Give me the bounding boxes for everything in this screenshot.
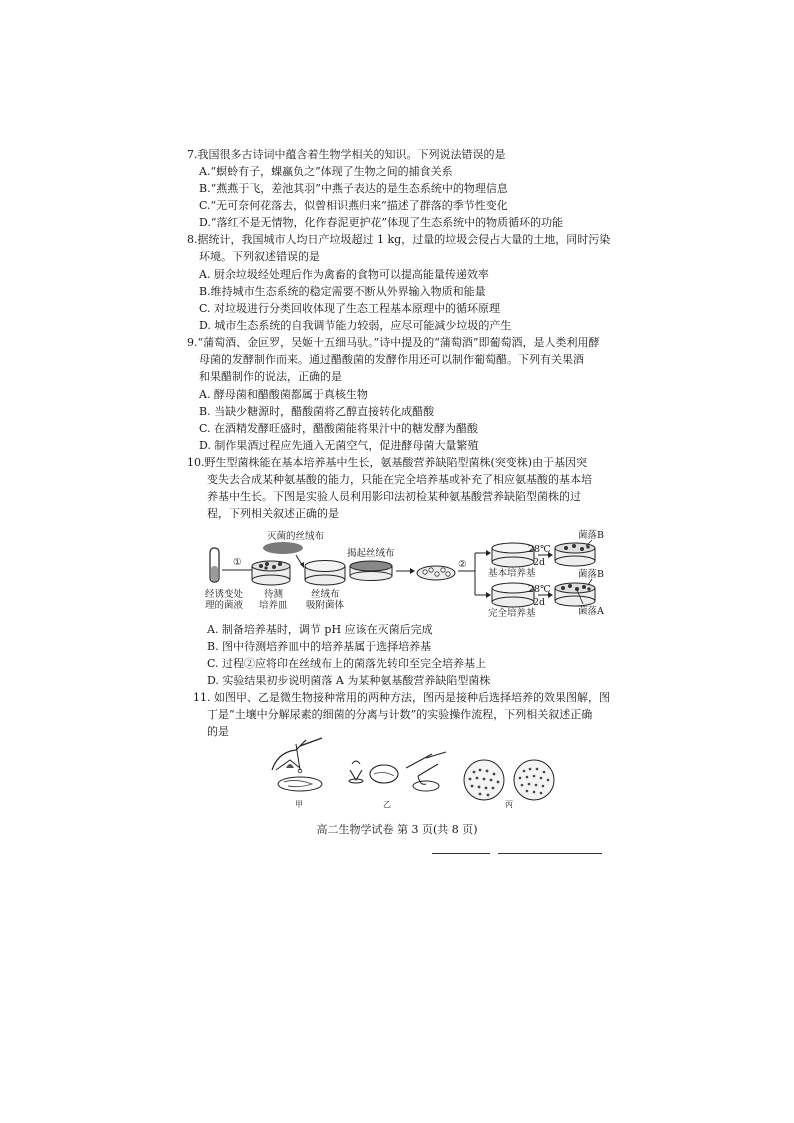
q10-option-c: C. 过程②应将印在丝绒布上的菌落先转印至完全培养基上 bbox=[207, 657, 487, 670]
q8-stem-line2: 环境。下列叙述错误的是 bbox=[199, 250, 320, 263]
label-fig-bing: 丙 bbox=[505, 800, 513, 809]
label-cloth-absorb-line1: 丝绒布 bbox=[311, 589, 340, 600]
footer-rule-short bbox=[432, 853, 490, 854]
q9-option-a: A. 酵母菌和醋酸菌都属于真核生物 bbox=[199, 388, 368, 401]
label-colony-b-mid: 菌落B bbox=[578, 569, 604, 580]
label-time2: 2d bbox=[533, 597, 546, 608]
q8-option-d: D. 城市生态系统的自我调节能力较弱，应尽可能减少垃圾的产生 bbox=[199, 319, 512, 332]
q9-option-c: C. 在酒精发酵旺盛时，醋酸菌能将果汁中的糖发酵为醋酸 bbox=[199, 422, 479, 435]
label-step2: ② bbox=[458, 559, 467, 570]
label-fig-jia: 甲 bbox=[295, 800, 303, 809]
q8-option-b: B.维持城市生态系统的稳定需要不断从外界输入物质和能量 bbox=[199, 285, 486, 298]
q10-option-b: B. 图中待测培养皿中的培养基属于选择培养基 bbox=[207, 640, 432, 653]
q9-stem-line2: 母菌的发酵制作而来。通过醋酸菌的发酵作用还可以制作葡萄醋。下列有关果酒 bbox=[199, 353, 584, 366]
footer-rule-long bbox=[498, 853, 602, 854]
label-sterile-cloth: 灭菌的丝绒布 bbox=[267, 531, 325, 542]
label-fig-yi: 乙 bbox=[383, 800, 391, 809]
label-treated-line1: 经诱变处 bbox=[205, 589, 244, 600]
q10-stem-line3: 养基中生长。下图是实验人员利用影印法初检某种氨基酸营养缺陷型菌株的过 bbox=[207, 490, 581, 503]
page-footer: 高二生物学试卷 第 3 页(共 8 页) bbox=[316, 823, 478, 836]
label-step1: ① bbox=[233, 557, 242, 568]
spread-plate-figure bbox=[349, 752, 446, 791]
label-basic-medium: 基本培养基 bbox=[488, 568, 536, 579]
q8-stem-line1: 8.据统计，我国城市人均日产垃圾超过 1 kg，过量的垃圾会侵占大量的土地，同时污染 bbox=[187, 233, 611, 246]
q10-option-a: A. 制备培养基时，调节 pH 应该在灭菌后完成 bbox=[207, 623, 433, 636]
q7-option-b: B.“燕燕于飞，差池其羽”中燕子表达的是生态系统中的物理信息 bbox=[199, 182, 508, 195]
label-time1: 2d bbox=[533, 557, 546, 568]
q10-stem-line2: 变失去合成某种氨基酸的能力，只能在完全培养基或补充了相应氨基酸的基本培 bbox=[207, 473, 592, 486]
label-temp2: 28℃ bbox=[528, 584, 551, 595]
label-test-plate-line2: 培养皿 bbox=[259, 600, 288, 611]
q11-stem-line1: 11. 如图甲、乙是微生物接种常用的两种方法，图丙是接种后选择培养的效果图解，图 bbox=[193, 691, 610, 704]
label-colony-b-top: 菌落B bbox=[578, 530, 604, 541]
q7-stem: 7.我国很多古诗词中蕴含着生物学相关的知识。下列说法错误的是 bbox=[187, 148, 506, 161]
label-cloth-absorb-line2: 吸附菌体 bbox=[306, 600, 345, 611]
label-test-plate-line1: 待测 bbox=[264, 589, 284, 600]
label-treated-line2: 理的菌液 bbox=[205, 600, 244, 611]
q7-option-c: C.“无可奈何花落去，似曾相识燕归来”描述了群落的季节性变化 bbox=[199, 199, 508, 212]
q8-option-a: A. 厨余垃圾经处理后作为禽畜的食物可以提高能量传递效率 bbox=[199, 268, 489, 281]
q11-stem-line2: 丁是“土壤中分解尿素的细菌的分离与计数”的实验操作流程，下列相关叙述正确 bbox=[207, 708, 593, 721]
label-complete-medium: 完全培养基 bbox=[488, 608, 536, 619]
q8-option-c: C. 对垃圾进行分类回收体现了生态工程基本原理中的循环原理 bbox=[199, 302, 501, 315]
q10-option-d: D. 实验结果初步说明菌落 A 为某种氨基酸营养缺陷型菌株 bbox=[207, 674, 491, 687]
cultured-plate-2 bbox=[514, 760, 554, 800]
streak-plate-figure bbox=[272, 738, 322, 791]
q7-option-a: A.“螟蛉有子，蜾蠃负之”体现了生物之间的捕食关系 bbox=[199, 165, 453, 178]
q11-stem-line3: 的是 bbox=[207, 725, 229, 738]
q9-option-b: B. 当缺少糖源时，醋酸菌将乙醇直接转化成醋酸 bbox=[199, 405, 435, 418]
q9-stem-line1: 9.“蒲萄酒、金叵罗，吴姬十五细马驮。”诗中提及的“蒲萄酒”即葡萄酒，是人类利用酵 bbox=[187, 336, 600, 349]
label-lift-cloth: 揭起丝绒布 bbox=[347, 548, 395, 559]
label-temp1: 28℃ bbox=[528, 544, 551, 555]
q10-stem-line1: 10.野生型菌株能在基本培养基中生长，氨基酸营养缺陷型菌株(突变株)由于基因突 bbox=[187, 456, 588, 469]
q10-stem-line4: 程，下列相关叙述正确的是 bbox=[207, 507, 339, 520]
q7-option-d: D.“落红不是无情物，化作春泥更护花”体现了生态系统中的物质循环的功能 bbox=[199, 216, 564, 229]
label-colony-a: 菌落A bbox=[578, 606, 604, 617]
q9-stem-line3: 和果醋制作的说法，正确的是 bbox=[199, 370, 342, 383]
cultured-plate-1 bbox=[464, 760, 504, 800]
q9-option-d: D. 制作果酒过程应先通入无菌空气，促进酵母菌大量繁殖 bbox=[199, 439, 479, 452]
